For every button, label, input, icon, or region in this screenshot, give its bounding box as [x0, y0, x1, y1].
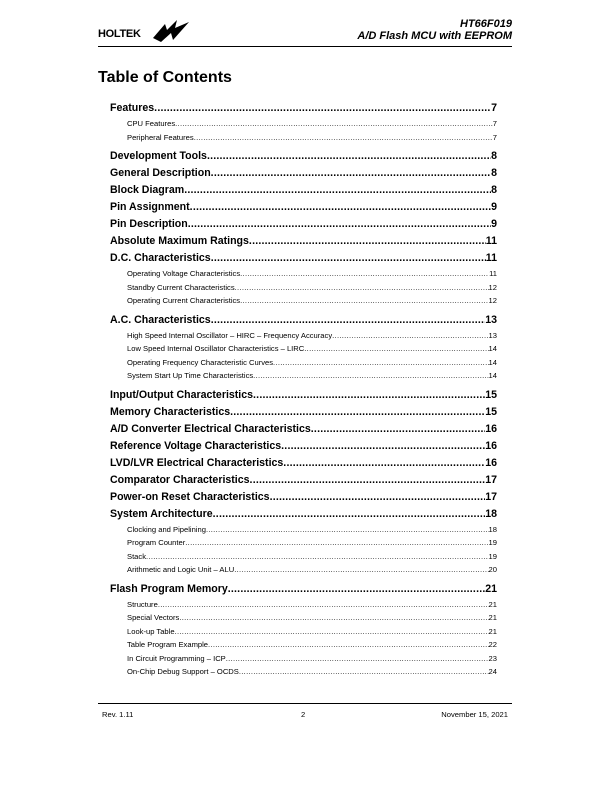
toc-entry-page: 20: [488, 565, 497, 574]
toc-section-entry[interactable]: [110, 216, 497, 233]
toc-entry-title: General Description: [110, 167, 211, 179]
toc-dot-leader: [211, 312, 486, 329]
toc-entry-page: 9: [491, 218, 497, 230]
toc-dot-leader: [249, 233, 486, 250]
toc-dot-leader: [239, 665, 489, 679]
toc-entry-page: 18: [485, 507, 497, 520]
model-number: HT66F019: [460, 18, 512, 30]
toc-entry-title: Input/Output Characteristics: [110, 388, 254, 401]
toc-dot-leader: [175, 117, 493, 131]
page-number: 2: [301, 710, 306, 719]
toc-entry-title: Pin Description: [110, 218, 188, 230]
toc-dot-leader: [154, 100, 491, 117]
toc-dot-leader: [208, 638, 489, 652]
toc-entry-page: 7: [492, 119, 497, 128]
holtek-logo-mark-icon: [151, 20, 191, 42]
holtek-logo: [98, 22, 193, 42]
toc-dot-leader: [211, 165, 491, 182]
toc-section-entry[interactable]: [110, 472, 497, 489]
toc-entry-page: 21: [488, 613, 497, 622]
toc-entry-page: 12: [488, 296, 497, 305]
toc-entry-page: 9: [491, 201, 497, 213]
toc-entry-title: LVD/LVR Electrical Characteristics: [110, 456, 284, 469]
toc-subsection-entry[interactable]: [110, 329, 497, 343]
toc-entry-title: Program Counter: [127, 538, 186, 547]
toc-dot-leader: [184, 182, 491, 199]
toc-section-entry[interactable]: [110, 387, 497, 404]
toc-entry-page: 16: [485, 456, 497, 469]
toc-entry-title: Flash Program Memory: [110, 582, 228, 595]
toc-entry-page: 17: [485, 473, 497, 486]
toc-dot-leader: [175, 625, 489, 639]
toc-entry-page: 7: [491, 102, 497, 114]
toc-subsection-entry[interactable]: [110, 665, 497, 679]
toc-section-entry[interactable]: [110, 233, 497, 250]
revision-date: November 15, 2021: [441, 710, 508, 719]
toc-dot-leader: [273, 356, 489, 370]
toc-dot-leader: [158, 598, 489, 612]
toc-entry-title: Development Tools: [110, 150, 207, 162]
toc-entry-title: CPU Features: [127, 119, 176, 128]
toc-entry-page: 11: [485, 235, 497, 247]
toc-dot-leader: [240, 294, 488, 308]
toc-entry-title: D.C. Characteristics: [110, 252, 211, 264]
toc-section-entry[interactable]: [110, 438, 497, 455]
document-title: [357, 18, 512, 42]
toc-subsection-entry[interactable]: [110, 117, 497, 131]
toc-entry-title: Operating Current Characteristics: [127, 296, 241, 305]
toc-entry-page: 8: [491, 184, 497, 196]
toc-entry-page: 14: [488, 344, 497, 353]
toc-dot-leader: [194, 131, 493, 145]
toc-section-entry[interactable]: [110, 581, 497, 598]
toc-entry-page: 8: [491, 167, 497, 179]
toc-dot-leader: [304, 342, 488, 356]
toc-entry-title: In Circuit Programming – ICP: [127, 653, 226, 663]
toc-entry-title: System Start Up Time Characteristics: [127, 371, 254, 380]
toc-entry-title: Clocking and Pipelining: [127, 524, 206, 534]
toc-subsection-entry[interactable]: [110, 369, 497, 383]
toc-dot-leader: [253, 369, 488, 383]
toc-entry-title: Features: [110, 102, 155, 114]
toc-subsection-entry[interactable]: [110, 638, 497, 652]
toc-dot-leader: [235, 281, 489, 295]
toc-subsection-entry[interactable]: [110, 550, 497, 564]
toc-entry-page: 18: [488, 524, 497, 534]
toc-section-entry[interactable]: [110, 250, 497, 267]
toc-section-entry[interactable]: [110, 165, 497, 182]
toc-entry-page: 22: [488, 640, 497, 649]
toc-entry-title: Look-up Table: [127, 626, 175, 636]
toc-entry-title: Block Diagram: [110, 184, 185, 196]
toc-entry-page: 8: [491, 150, 497, 162]
toc-dot-leader: [179, 611, 488, 625]
toc-entry-page: 11: [489, 269, 497, 278]
revision-label: Rev. 1.11: [102, 710, 134, 719]
toc-section-entry[interactable]: [110, 421, 497, 438]
toc-heading: Table of Contents: [98, 69, 232, 86]
toc-section-entry[interactable]: [110, 506, 497, 523]
toc-section-entry[interactable]: [110, 312, 497, 329]
toc-entry-title: Comparator Characteristics: [110, 473, 250, 486]
toc-section-entry[interactable]: [110, 455, 497, 472]
toc-entry-title: Stack: [127, 551, 146, 561]
table-of-contents: [110, 100, 497, 679]
toc-entry-title: A.C. Characteristics: [110, 313, 211, 326]
toc-subsection-entry[interactable]: [110, 267, 497, 281]
toc-entry-title: Operating Voltage Characteristics: [127, 269, 241, 278]
toc-dot-leader: [213, 506, 486, 523]
toc-entry-title: Low Speed Internal Oscillator Characteristics – LIRC: [127, 344, 305, 353]
toc-subsection-entry[interactable]: [110, 523, 497, 537]
toc-subsection-entry[interactable]: [110, 294, 497, 308]
toc-dot-leader: [207, 148, 491, 165]
toc-entry-page: 12: [488, 282, 497, 292]
toc-entry-title: Peripheral Features: [127, 132, 194, 142]
toc-entry-title: Power-on Reset Characteristics: [110, 490, 270, 503]
page-header: [98, 14, 512, 47]
toc-subsection-entry[interactable]: [110, 536, 497, 550]
toc-subsection-entry[interactable]: [110, 356, 497, 370]
toc-entry-page: 15: [485, 405, 497, 418]
toc-entry-page: 11: [485, 252, 497, 264]
toc-subsection-entry[interactable]: [110, 611, 497, 625]
toc-entry-title: A/D Converter Electrical Characteristics: [110, 422, 311, 435]
toc-dot-leader: [253, 387, 485, 404]
toc-section-entry[interactable]: [110, 182, 497, 199]
toc-subsection-entry[interactable]: [110, 131, 497, 145]
toc-entry-title: Reference Voltage Characteristics: [110, 439, 282, 452]
toc-entry-title: High Speed Internal Oscillator – HIRC – Frequency Accuracy: [127, 330, 333, 340]
toc-entry-page: 19: [488, 538, 497, 547]
toc-dot-leader: [240, 267, 489, 281]
toc-section-entry[interactable]: [110, 489, 497, 506]
toc-entry-page: 7: [492, 132, 497, 142]
toc-entry-title: Arithmetic and Logic Unit – ALU: [127, 565, 235, 574]
toc-entry-title: System Architecture: [110, 507, 213, 520]
toc-subsection-entry[interactable]: [110, 342, 497, 356]
toc-entry-title: Memory Characteristics: [110, 405, 231, 418]
document-subtitle: A/D Flash MCU with EEPROM: [357, 30, 512, 42]
toc-section-entry[interactable]: [110, 404, 497, 421]
toc-entry-title: Table Program Example: [127, 640, 209, 649]
toc-dot-leader: [281, 438, 485, 455]
toc-entry-page: 23: [488, 653, 497, 663]
toc-dot-leader: [228, 581, 485, 598]
toc-dot-leader: [188, 216, 491, 233]
toc-subsection-entry[interactable]: [110, 598, 497, 612]
toc-dot-leader: [206, 523, 489, 537]
toc-entry-page: 14: [488, 371, 497, 380]
toc-entry-title: Operating Frequency Characteristic Curves: [127, 357, 274, 367]
toc-dot-leader: [226, 652, 489, 666]
toc-section-entry[interactable]: [110, 199, 497, 216]
toc-entry-title: Special Vectors: [127, 613, 180, 622]
toc-subsection-entry[interactable]: [110, 652, 497, 666]
toc-entry-page: 24: [488, 667, 497, 676]
toc-subsection-entry[interactable]: [110, 563, 497, 577]
toc-entry-page: 21: [488, 599, 497, 609]
toc-dot-leader: [230, 404, 485, 421]
toc-entry-page: 21: [485, 582, 497, 595]
page-footer: [98, 703, 512, 719]
toc-entry-title: Pin Assignment: [110, 201, 190, 213]
toc-entry-page: 13: [488, 330, 497, 340]
toc-dot-leader: [332, 329, 488, 343]
toc-entry-title: Structure: [127, 599, 158, 609]
toc-entry-title: Standby Current Characteristics: [127, 282, 235, 292]
toc-entry-title: On-Chip Debug Support – OCDS: [127, 667, 239, 676]
toc-subsection-entry[interactable]: [110, 625, 497, 639]
toc-entry-page: 17: [485, 490, 497, 503]
logo-text: HOLTEK: [98, 28, 141, 40]
toc-entry-page: 21: [488, 626, 497, 636]
toc-subsection-entry[interactable]: [110, 281, 497, 295]
toc-entry-page: 19: [488, 551, 497, 561]
toc-section-entry[interactable]: [110, 148, 497, 165]
toc-dot-leader: [311, 421, 485, 438]
toc-entry-title: Absolute Maximum Ratings: [110, 235, 249, 247]
toc-entry-page: 14: [488, 357, 497, 367]
toc-entry-page: 15: [485, 388, 497, 401]
toc-dot-leader: [250, 472, 486, 489]
toc-entry-page: 13: [485, 313, 497, 326]
toc-dot-leader: [270, 489, 486, 506]
toc-entry-page: 16: [485, 422, 497, 435]
toc-dot-leader: [146, 550, 489, 564]
toc-dot-leader: [211, 250, 486, 267]
toc-dot-leader: [185, 536, 488, 550]
toc-entry-page: 16: [485, 439, 497, 452]
toc-dot-leader: [283, 455, 485, 472]
toc-section-entry[interactable]: [110, 100, 497, 117]
toc-dot-leader: [234, 563, 488, 577]
toc-dot-leader: [190, 199, 491, 216]
